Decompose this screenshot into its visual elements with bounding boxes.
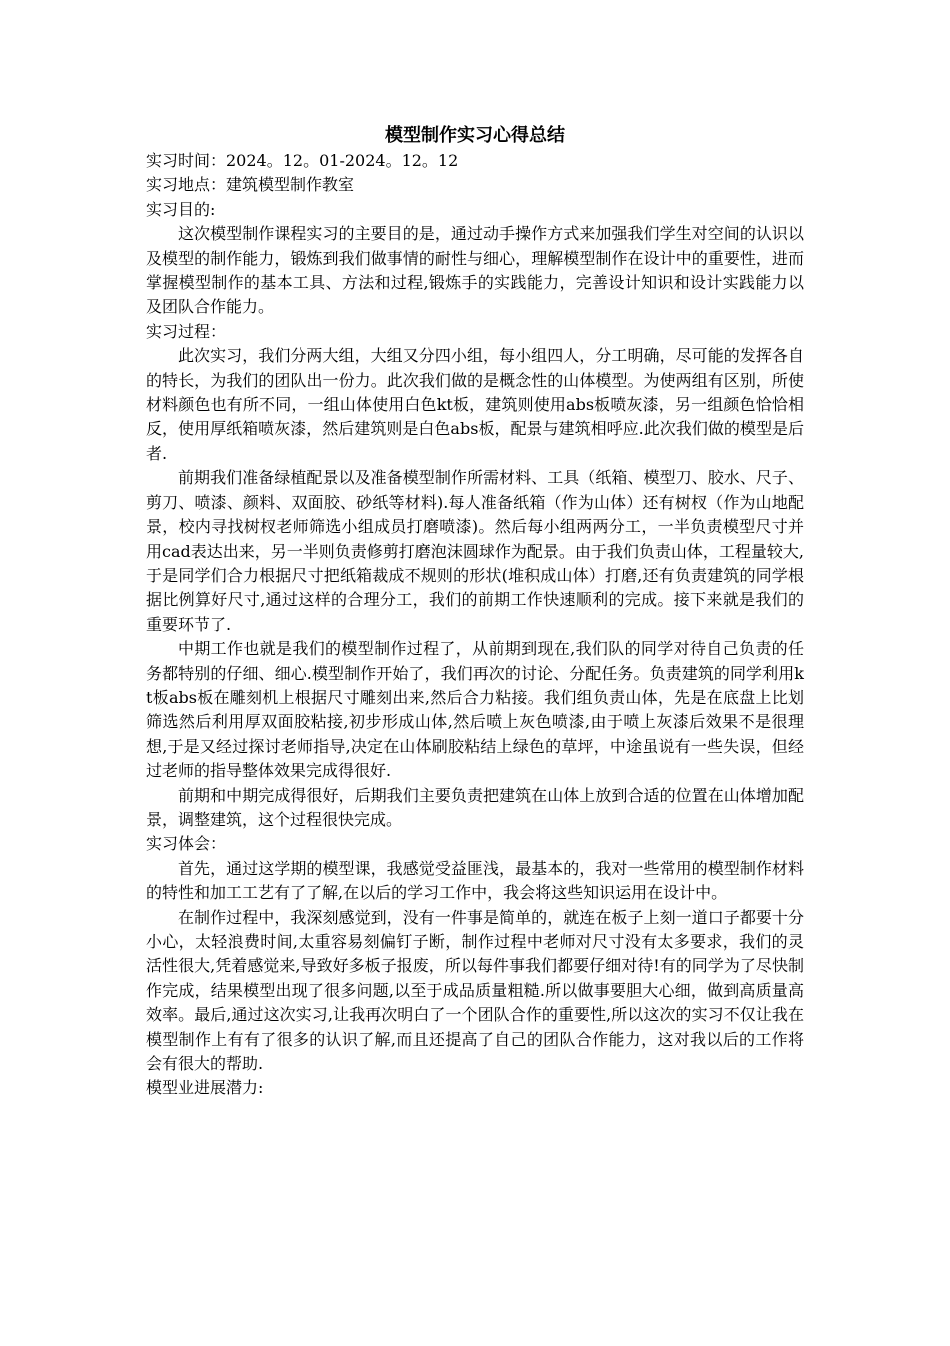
internship-place: 实习地点：建筑模型制作教室	[146, 175, 355, 195]
internship-time: 实习时间：2024。12。01-2024。12。12	[146, 151, 459, 170]
purpose-paragraph: 这次模型制作课程实习的主要目的是，通过动手操作方式来加强我们学生对空间的认识以及模型的制作能力，锻炼到我们做事情的耐性与细心，理解模型制作在设计中的重要性，进而掌握模型制作的基本工具、方法和过程,锻炼手的实践能力，完善设计知识和设计实践能力以及团队合作能力。	[146, 224, 804, 317]
purpose-heading: 实习目的:	[146, 199, 216, 219]
process-paragraph-3: 中期工作也就是我们的模型制作过程了，从前期到现在,我们队的同学对待自己负责的任务都特别的仔细、细心.模型制作开始了，我们再次的讨论、分配任务。负责建筑的同学利用kt板abs板在雕刻机上根据尺寸雕刻出来,然后合力粘接。我们组负责山体，先是在底盘上比划筛选然后利用厚双面胶粘接,初步形成山体,然后喷上灰色喷漆,由于喷上灰漆后效果不是很理想,于是又经过探讨老师指导,决定在山体刷胶粘结上绿色的草坪，中途虽说有一些失误，但经过老师的指导整体效果完成得很好.	[146, 639, 804, 781]
process-paragraph-1: 此次实习，我们分两大组，大组又分四小组，每小组四人，分工明确，尽可能的发挥各自的特长，为我们的团队出一份力。此次我们做的是概念性的山体模型。为使两组有区别，所使材料颜色也有所不同，一组山体使用白色kt板，建筑则使用abs板喷灰漆，另一组颜色恰恰相反，使用厚纸箱喷灰漆，然后建筑则是白色abs板，配景与建筑相呼应.此次我们做的模型是后者.	[146, 346, 804, 463]
potential-heading: 模型业进展潜力:	[146, 1078, 264, 1098]
document-page	[146, 124, 804, 1101]
process-paragraph-2: 前期我们准备绿植配景以及准备模型制作所需材料、工具（纸箱、模型刀、胶水、尺子、剪刀、喷漆、颜料、双面胶、砂纸等材料).每人准备纸箱（作为山体）还有树杈（作为山地配景，校内寻找树杈老师筛选小组成员打磨喷漆)。然后每小组两两分工，一半负责模型尺寸并用cad表达出来，另一半则负责修剪打磨泡沫圆球作为配景。由于我们负责山体，工程量较大,于是同学们合力根据尺寸把纸箱裁成不规则的形状(堆积成山体）打磨,还有负责建筑的同学根据比例算好尺寸,通过这样的合理分工，我们的前期工作快速顺利的完成。接下来就是我们的重要环节了.	[146, 468, 804, 634]
document-title: 模型制作实习心得总结	[385, 125, 565, 146]
experience-paragraph-2: 在制作过程中，我深刻感觉到，没有一件事是简单的，就连在板子上刻一道口子都要十分小心，太轻浪费时间,太重容易刻偏钉子断，制作过程中老师对尺寸没有太多要求，我们的灵活性很大,凭着感觉来,导致好多板子报废，所以每件事我们都要仔细对待!有的同学为了尽快制作完成，结果模型出现了很多问题,以至于成品质量粗糙.所以做事要胆大心细，做到高质量高效率。最后,通过这次实习,让我再次明白了一个团队合作的重要性,所以这次的实习不仅让我在模型制作上有有了很多的认识了解,而且还提高了自己的团队合作能力，这对我以后的工作将会有很大的帮助.	[146, 907, 804, 1074]
process-heading: 实习过程：	[146, 321, 227, 341]
process-paragraph-4: 前期和中期完成得很好，后期我们主要负责把建筑在山体上放到合适的位置在山体增加配景，调整建筑，这个过程很快完成。	[146, 785, 804, 829]
experience-paragraph-1: 首先，通过这学期的模型课，我感觉受益匪浅，最基本的，我对一些常用的模型制作材料的特性和加工工艺有了了解,在以后的学习工作中，我会将这些知识运用在设计中。	[146, 858, 804, 903]
experience-heading: 实习体会：	[146, 834, 227, 854]
